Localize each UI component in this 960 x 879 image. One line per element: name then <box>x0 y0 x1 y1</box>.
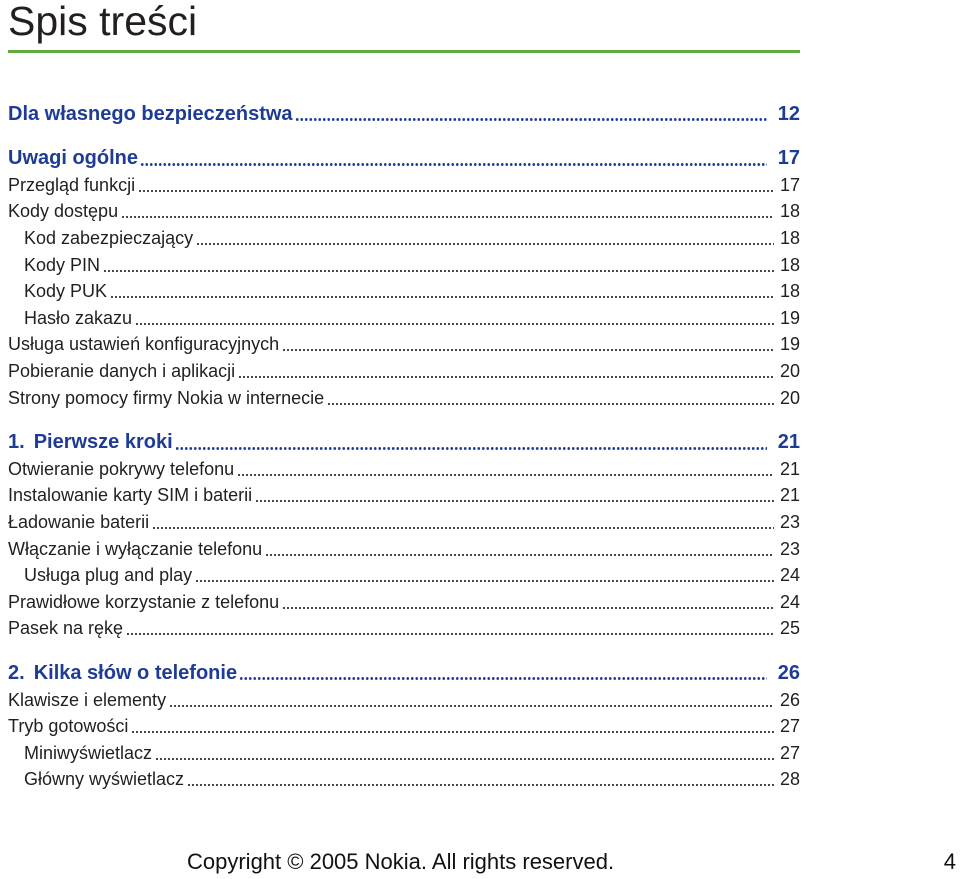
toc-entry <box>8 536 800 563</box>
toc-page-number: 24 <box>779 591 800 612</box>
dot-leader <box>238 358 774 385</box>
toc-page-number: 18 <box>779 228 800 249</box>
title-rule <box>8 50 800 53</box>
toc-entry <box>8 687 800 714</box>
toc-page-number: 18 <box>779 254 800 275</box>
toc-entry-label: Ładowanie baterii <box>8 512 150 532</box>
toc-entry-label: Strony pomocy firmy Nokia w internecie <box>8 387 325 408</box>
dot-leader <box>175 429 767 456</box>
toc-entry <box>8 385 800 412</box>
toc-page-number: 26 <box>779 689 800 710</box>
footer-page-number: 4 <box>943 849 956 874</box>
toc-entry-label: Klawisze i elementy <box>8 689 167 710</box>
toc-entry-label: Tryb gotowości <box>8 716 129 737</box>
toc-entry-label: Miniwyświetlacz <box>24 742 153 763</box>
dot-leader <box>282 331 774 358</box>
toc-section-label <box>8 660 237 687</box>
toc-section <box>8 660 800 793</box>
toc-section-title: Kilka słów o telefonie <box>33 661 238 684</box>
toc-entry <box>8 225 800 252</box>
dot-leader <box>131 713 774 740</box>
dot-leader <box>135 305 774 332</box>
page-title: Spis treści <box>8 0 198 44</box>
toc-entry <box>8 172 800 199</box>
toc-entry <box>8 615 800 642</box>
toc-section-number: 1. <box>8 431 25 454</box>
toc-section-number: 2. <box>8 661 25 684</box>
toc-section <box>8 101 800 128</box>
toc-entry <box>8 509 800 536</box>
toc-section-heading <box>8 145 800 172</box>
toc-entry-label: Pobieranie danych i aplikacji <box>8 361 236 382</box>
toc-entry-label: Prawidłowe korzystanie z telefonu <box>8 591 280 612</box>
dot-leader <box>155 740 774 767</box>
toc-entry <box>8 482 800 509</box>
toc-entry <box>8 331 800 358</box>
dot-leader <box>152 509 774 536</box>
toc-entry <box>8 252 800 279</box>
toc-section-heading <box>8 429 800 456</box>
dot-leader <box>327 385 774 412</box>
toc-entry-label: Główny wyświetlacz <box>24 769 185 790</box>
toc-page-number: 18 <box>779 201 800 222</box>
toc-entry <box>8 456 800 483</box>
toc-entry <box>8 358 800 385</box>
dot-leader <box>187 766 774 793</box>
toc-page-number: 21 <box>779 485 800 506</box>
toc-page-number: 24 <box>779 565 800 586</box>
dot-leader <box>140 145 767 172</box>
toc-entry-label: Kody PIN <box>24 254 101 275</box>
dot-leader <box>195 562 774 589</box>
toc-entry-label: Otwieranie pokrywy telefonu <box>8 458 235 479</box>
dot-leader <box>103 252 774 279</box>
toc-entry <box>8 713 800 740</box>
toc-page-number: 21 <box>777 431 800 454</box>
toc-entry <box>8 589 800 616</box>
dot-leader <box>169 687 774 714</box>
dot-leader <box>237 456 774 483</box>
toc-page-number: 23 <box>779 512 800 532</box>
toc-entry-label: Pasek na rękę <box>8 618 124 639</box>
toc-entry-label: Usługa plug and play <box>24 565 193 586</box>
toc-entry <box>8 198 800 225</box>
dot-leader <box>126 615 774 642</box>
toc-entry <box>8 278 800 305</box>
toc-section-title: Pierwsze kroki <box>33 431 173 454</box>
toc-page-number: 19 <box>779 307 800 328</box>
toc-page-number: 18 <box>779 281 800 302</box>
dot-leader <box>196 225 774 252</box>
dot-leader <box>110 278 774 305</box>
toc-entry-label: Włączanie i wyłączanie telefonu <box>8 538 263 559</box>
toc-section-label <box>8 429 173 456</box>
toc-page-number: 12 <box>777 102 800 125</box>
toc-page-number: 19 <box>779 334 800 355</box>
toc-page-number: 23 <box>779 538 800 559</box>
toc-page-number: 27 <box>779 716 800 737</box>
dot-leader <box>138 172 774 199</box>
dot-leader <box>265 536 774 563</box>
toc-entry-label: Kody PUK <box>24 281 108 302</box>
toc-page-number: 28 <box>779 769 800 790</box>
toc-page-number: 17 <box>777 147 800 170</box>
toc-page-number: 20 <box>779 387 800 408</box>
toc-entry-label: Instalowanie karty SIM i baterii <box>8 485 253 506</box>
toc-entry-label: Kod zabezpieczający <box>24 228 194 249</box>
toc-page-number: 20 <box>779 361 800 382</box>
toc-entry <box>8 305 800 332</box>
dot-leader <box>295 101 767 128</box>
dot-leader <box>255 482 774 509</box>
table-of-contents <box>8 101 800 793</box>
toc-section-title: Uwagi ogólne <box>8 147 138 170</box>
toc-page-number: 17 <box>779 174 800 195</box>
toc-section <box>8 429 800 642</box>
toc-entry-label: Przegląd funkcji <box>8 174 136 195</box>
dot-leader <box>282 589 774 616</box>
toc-page-number: 25 <box>779 618 800 639</box>
toc-page-number: 21 <box>779 458 800 479</box>
toc-page-number: 27 <box>779 742 800 763</box>
toc-entry-label: Hasło zakazu <box>24 307 133 328</box>
dot-leader <box>121 198 774 225</box>
toc-entry-label: Kody dostępu <box>8 201 119 222</box>
toc-page-number: 26 <box>777 661 800 684</box>
toc-entry-label: Usługa ustawień konfiguracyjnych <box>8 334 280 355</box>
toc-section-heading <box>8 660 800 687</box>
toc-entry <box>8 562 800 589</box>
toc-section-heading <box>8 101 800 128</box>
toc-section-title: Dla własnego bezpieczeństwa <box>8 102 293 125</box>
footer-copyright: Copyright © 2005 Nokia. All rights reserved. <box>187 849 615 874</box>
dot-leader <box>239 660 767 687</box>
toc-entry <box>8 740 800 767</box>
toc-section <box>8 145 800 411</box>
toc-entry <box>8 766 800 793</box>
